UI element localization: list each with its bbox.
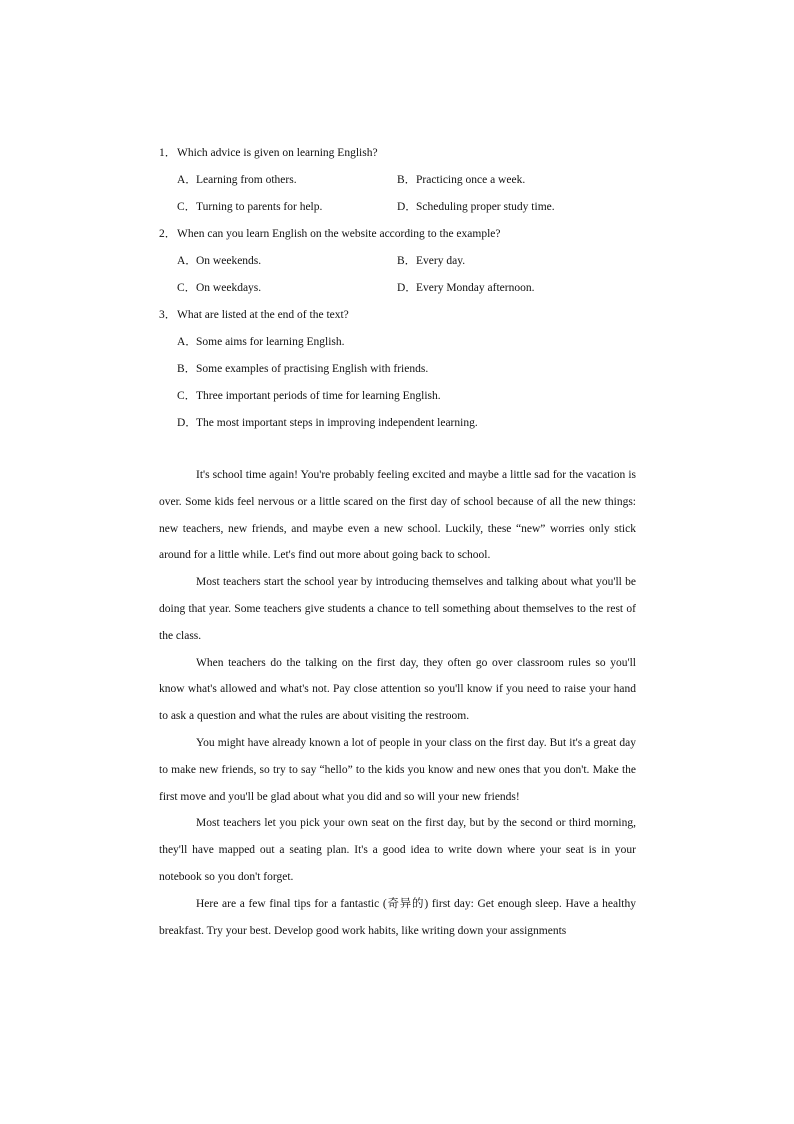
- option-text: Practicing once a week.: [416, 174, 526, 186]
- option-b: [397, 171, 525, 189]
- question-number: 2．: [159, 228, 177, 240]
- option-b: [397, 252, 465, 270]
- option-text: Every Monday afternoon.: [416, 282, 535, 294]
- option-d: [397, 279, 534, 297]
- option-d: [177, 414, 478, 432]
- option-letter: B．: [397, 174, 417, 186]
- option-letter: A．: [177, 255, 197, 267]
- option-letter: A．: [177, 336, 197, 348]
- option-text: Three important periods of time for learning English.: [196, 390, 441, 402]
- option-a: [177, 333, 345, 351]
- passage-paragraph: You might have already known a lot of people in your class on the first day. But it's a great day to make new friends, so try to say “hello” to the kids you know and new ones that you don't. Make the first move and you'll be glad about what you did and so will your new friends!: [159, 736, 636, 803]
- option-text: Some examples of practising English with friends.: [196, 363, 429, 375]
- option-c: [177, 279, 397, 297]
- option-text: On weekdays.: [196, 282, 262, 294]
- option-b: [177, 360, 428, 378]
- option-c: [177, 387, 441, 405]
- passage-paragraph: When teachers do the talking on the first day, they often go over classroom rules so you'll know what's allowed and what's not. Pay close attention so you'll know if you need to raise your hand to ask a question and what the rules are about visiting the restroom.: [159, 656, 636, 723]
- option-text: On weekends.: [196, 255, 262, 267]
- option-letter: A．: [177, 174, 197, 186]
- question-3-option-d: [159, 414, 639, 441]
- question-text: What are listed at the end of the text?: [177, 309, 349, 321]
- question-2-options-row-1: [159, 252, 639, 279]
- option-text: Learning from others.: [196, 174, 297, 186]
- question-2-options-row-2: [159, 279, 639, 306]
- passage-paragraph: Most teachers let you pick your own seat on the first day, but by the second or third morning, they'll have mapped out a seating plan. It's a good idea to write down where your seat is in your notebook so you don't forget.: [159, 817, 636, 883]
- option-c: [177, 198, 397, 216]
- question-number: 1．: [159, 147, 177, 159]
- option-text: Every day.: [416, 255, 466, 267]
- passage-paragraph: Most teachers start the school year by introducing themselves and talking about what you'll be doing that year. Some teachers give students a chance to tell something about themselves to the rest of the class.: [159, 576, 636, 642]
- option-letter: C．: [177, 390, 197, 402]
- question-1-stem: [159, 144, 639, 171]
- option-letter: D．: [177, 417, 197, 429]
- option-text: Some aims for learning English.: [196, 336, 345, 348]
- option-a: [177, 252, 397, 270]
- reading-passage: [159, 462, 636, 944]
- question-1-options-row-2: [159, 198, 639, 225]
- option-letter: D．: [397, 282, 417, 294]
- question-1-options-row-1: [159, 171, 639, 198]
- question-3-stem: [159, 306, 639, 333]
- option-text: Turning to parents for help.: [196, 201, 323, 213]
- question-2-stem: [159, 225, 639, 252]
- option-letter: C．: [177, 282, 197, 294]
- option-letter: B．: [397, 255, 417, 267]
- question-text: When can you learn English on the website according to the example?: [177, 228, 501, 240]
- option-letter: C．: [177, 201, 197, 213]
- option-letter: D．: [397, 201, 417, 213]
- option-text: Scheduling proper study time.: [416, 201, 555, 213]
- question-3-option-a: [159, 333, 639, 360]
- option-text: The most important steps in improving independent learning.: [196, 417, 478, 429]
- question-text: Which advice is given on learning English?: [177, 147, 378, 159]
- question-number: 3．: [159, 309, 177, 321]
- option-letter: B．: [177, 363, 197, 375]
- passage-paragraph: Here are a few final tips for a fantastic (奇异的) first day: Get enough sleep. Have a healthy breakfast. Try your best. Develop good work habits, like writing down your assignments: [159, 897, 636, 937]
- passage-paragraph: It's school time again! You're probably feeling excited and maybe a little sad for the vacation is over. Some kids feel nervous or a little scared on the first day of school because of all the new things: new teachers, new friends, and maybe even a new school. Luckily, these “new” worries only stick around for a little while. Let's find out more about going back to school.: [159, 469, 636, 562]
- question-3-option-b: [159, 360, 639, 387]
- option-d: [397, 198, 555, 216]
- option-a: [177, 171, 397, 189]
- question-list: [159, 144, 639, 441]
- question-3-option-c: [159, 387, 639, 414]
